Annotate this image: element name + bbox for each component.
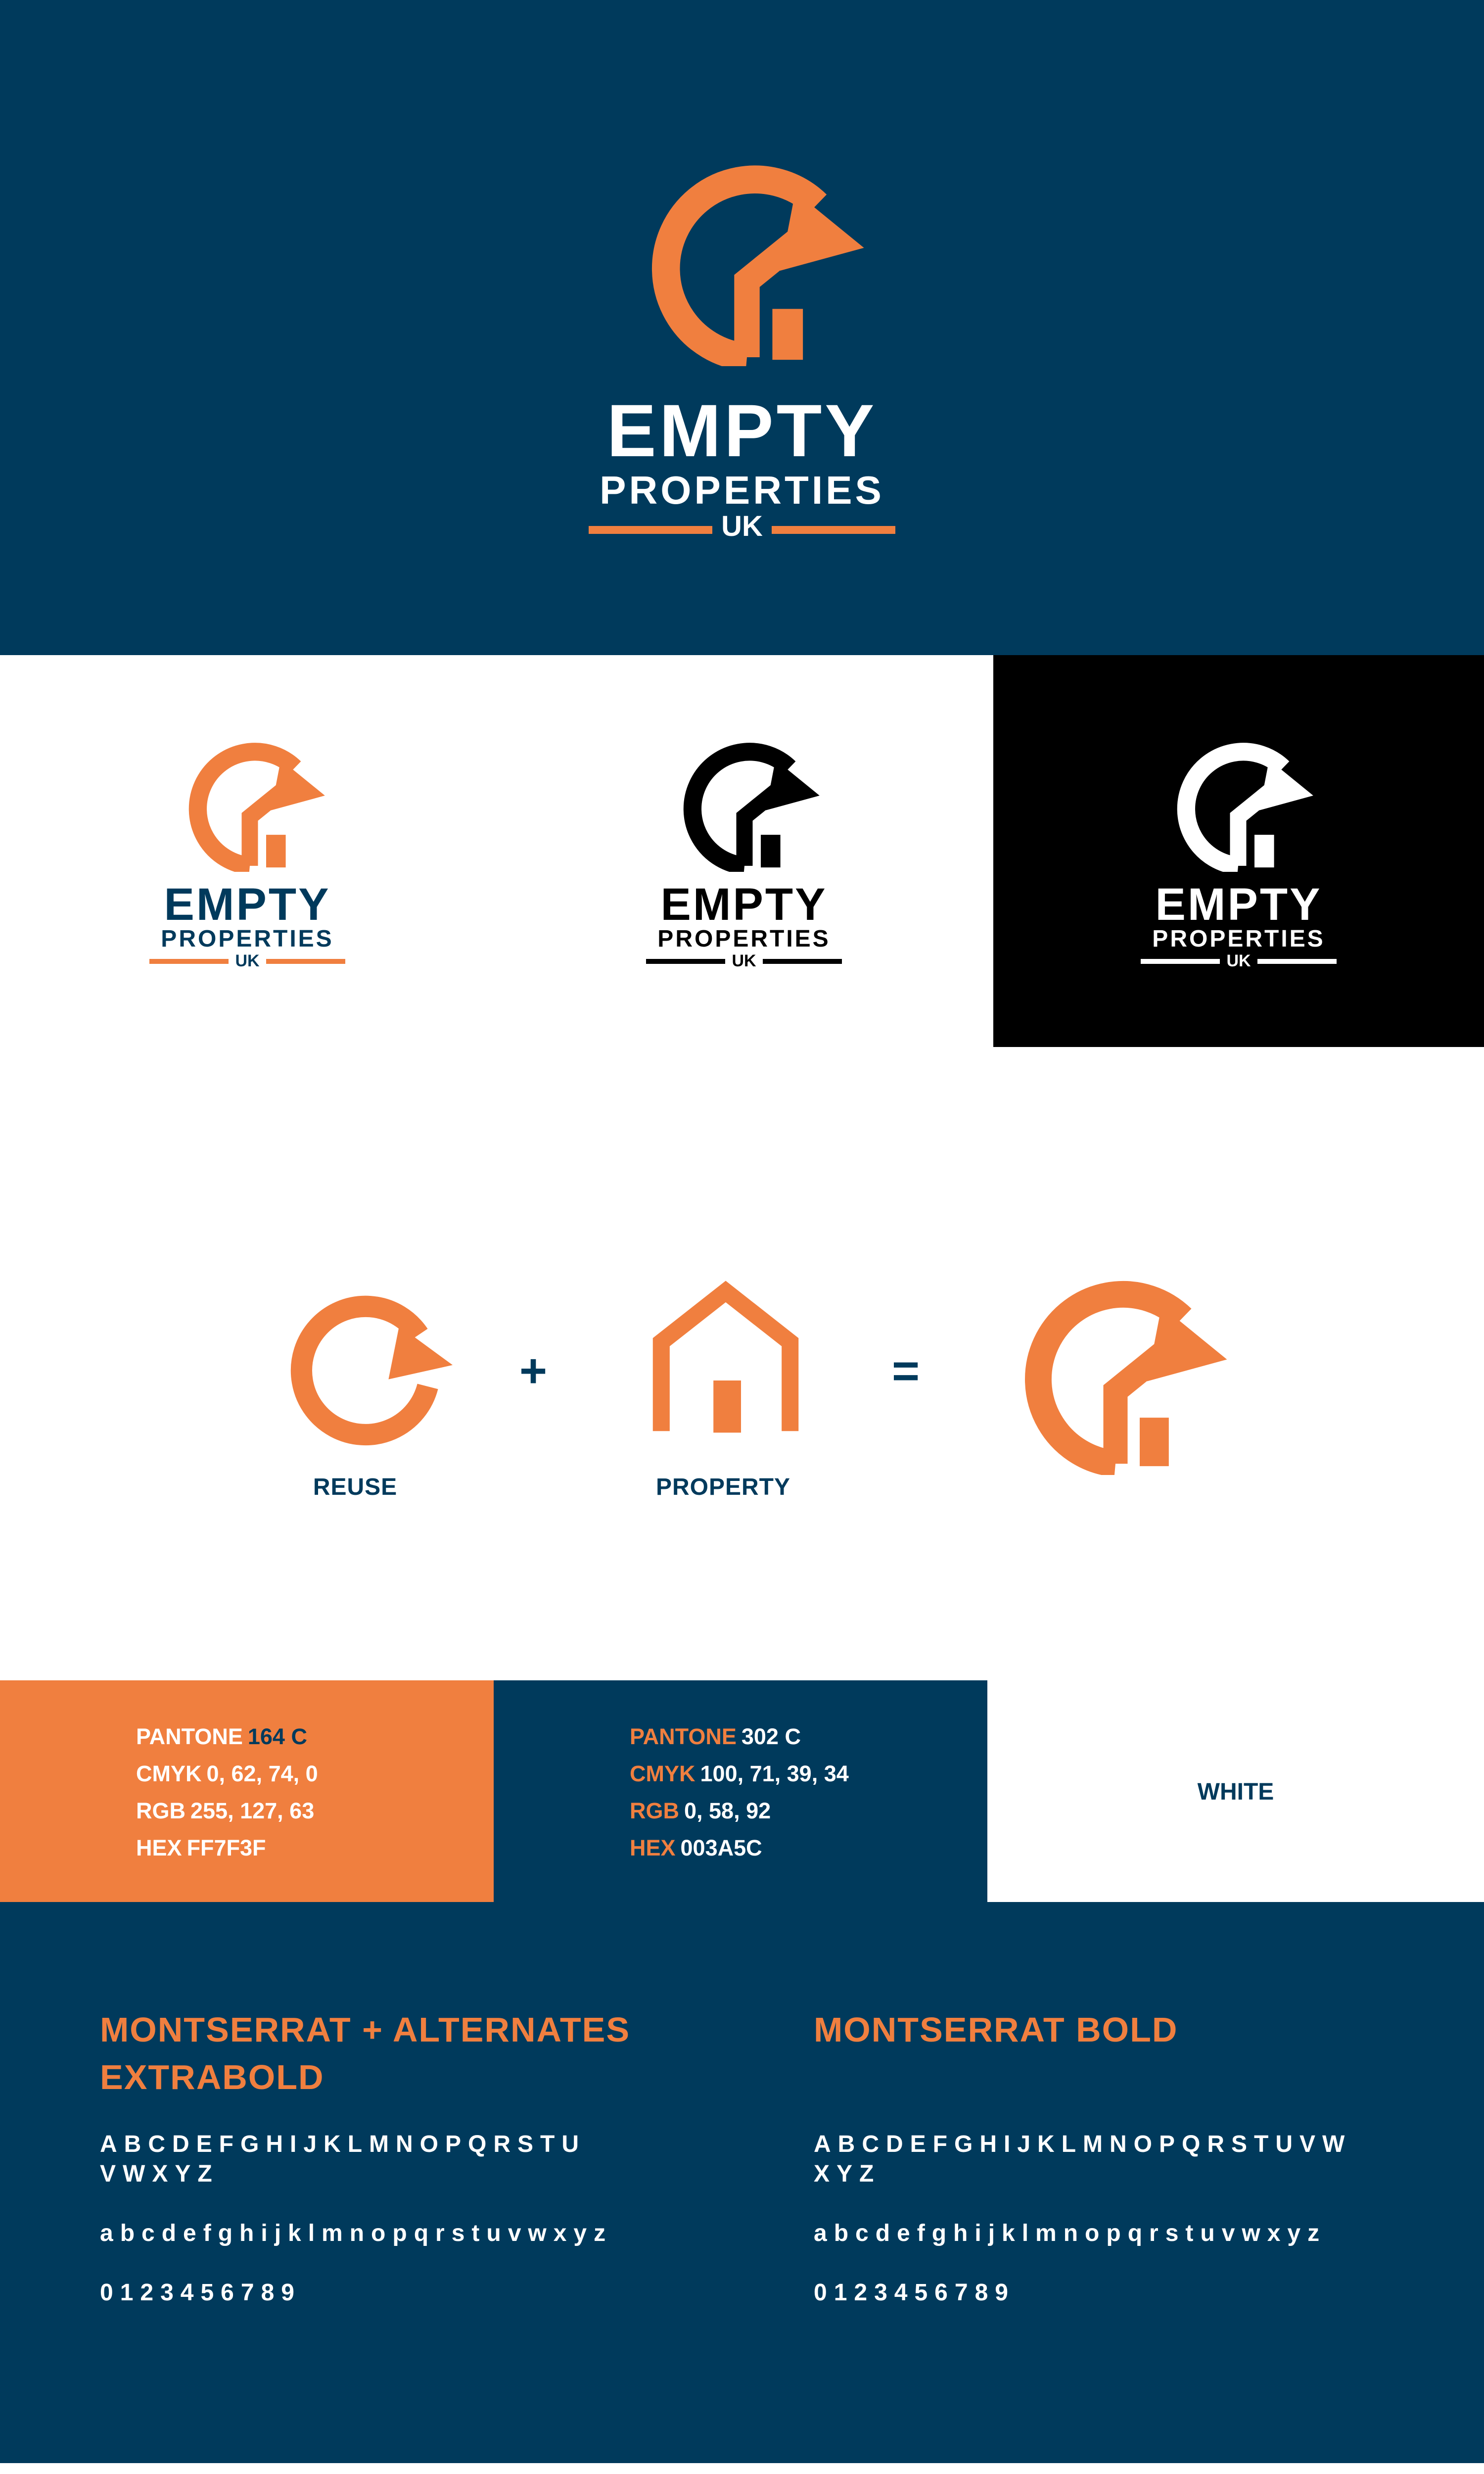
spec-value: 100, 71, 39, 34 [700, 1761, 849, 1786]
spec-key: PANTONE [630, 1724, 737, 1749]
spec-key: CMYK [630, 1761, 696, 1786]
spec-key: CMYK [136, 1761, 202, 1786]
secondary-uppercase-line2: XYZ [814, 2161, 881, 2187]
wordmark-rule-left [646, 959, 725, 964]
wordmark-rule-left [1141, 959, 1220, 964]
spec-row [136, 1829, 318, 1866]
primary-uppercase-line2: VWXYZ [100, 2161, 219, 2187]
logo-mark-icon [663, 728, 826, 872]
spec-row [630, 1718, 849, 1755]
white-label: WHITE [1197, 1779, 1274, 1805]
spec-value: 0, 58, 92 [684, 1798, 771, 1823]
spec-row [136, 1792, 318, 1829]
swatch-white [987, 1680, 1484, 1902]
reuse-icon [275, 1280, 453, 1458]
spec-value: 164 C [247, 1724, 307, 1749]
variant-wordmark [99, 879, 396, 971]
secondary-digits: 0123456789 [814, 2280, 1015, 2306]
spec-row [136, 1755, 318, 1792]
logo-variant-white [993, 655, 1484, 1047]
variant-wordmark [596, 879, 892, 971]
wordmark-uk: UK [1226, 952, 1251, 970]
secondary-lowercase: abcdefghijklmnopqrstuvwxyz [814, 2220, 1327, 2246]
spec-value: 302 C [741, 1724, 801, 1749]
wordmark-rule-right [763, 959, 842, 964]
spec-row [630, 1829, 849, 1866]
color-palette-section [0, 1680, 1484, 1902]
primary-uppercase-line1: ABCDEFGHIJKLMNOPQRSTU [100, 2131, 586, 2157]
swatch-orange [0, 1680, 494, 1902]
reuse-label: REUSE [313, 1474, 398, 1500]
wordmark-properties: PROPERTIES [657, 926, 831, 952]
spec-value: 255, 127, 63 [190, 1798, 315, 1823]
primary-uppercase [100, 2130, 586, 2189]
hero-section [0, 0, 1484, 655]
wordmark-uk: UK [732, 952, 756, 970]
wordmark-rule-right [266, 959, 345, 964]
orange-specs [136, 1718, 318, 1866]
spec-key: HEX [630, 1835, 676, 1860]
hero-wordmark [495, 389, 989, 546]
wordmark-properties: PROPERTIES [1152, 926, 1325, 952]
wordmark-uk-row [596, 951, 892, 971]
wordmark-properties: PROPERTIES [161, 926, 334, 952]
variant-wordmark [1090, 879, 1387, 971]
secondary-uppercase-line1: ABCDEFGHIJKLMNOPQRSTUVW [814, 2131, 1352, 2157]
property-label: PROPERTY [655, 1474, 791, 1500]
wordmark-uk-row [99, 951, 396, 971]
logo-variants-section [0, 655, 1484, 1047]
logo-mark-icon [618, 143, 876, 366]
logo-variant-color [0, 655, 495, 1047]
spec-key: PANTONE [136, 1724, 243, 1749]
primary-digits: 0123456789 [100, 2280, 301, 2306]
wordmark-uk-row [1090, 951, 1387, 971]
primary-font-title [100, 2006, 630, 2101]
wordmark-rule-right [772, 526, 895, 534]
spec-key: RGB [630, 1798, 679, 1823]
logo-mark-icon [1157, 728, 1320, 872]
spec-value: 0, 62, 74, 0 [206, 1761, 318, 1786]
spec-key: RGB [136, 1798, 186, 1823]
wordmark-empty: EMPTY [1155, 879, 1322, 930]
wordmark-rule-right [1257, 959, 1337, 964]
spec-value: FF7F3F [186, 1835, 266, 1860]
logo-mark-icon [168, 728, 331, 872]
house-icon [649, 1280, 802, 1435]
wordmark-uk-row [495, 512, 989, 546]
wordmark-empty: EMPTY [164, 879, 331, 930]
spec-row [630, 1792, 849, 1829]
sketches-section [0, 2463, 1484, 2474]
wordmark-rule-left [589, 526, 712, 534]
primary-lowercase: abcdefghijklmnopqrstuvwxyz [100, 2220, 613, 2246]
spec-value: 003A5C [680, 1835, 762, 1860]
spec-key: HEX [136, 1835, 182, 1860]
logo-mark-icon [994, 1257, 1237, 1475]
wordmark-uk: UK [235, 952, 260, 970]
typography-section [0, 1902, 1484, 2463]
wordmark-uk: UK [721, 510, 763, 542]
wordmark-empty: EMPTY [660, 879, 828, 930]
spec-row [136, 1718, 318, 1755]
logo-variant-black [495, 655, 993, 1047]
navy-specs [630, 1718, 849, 1866]
secondary-font-title: MONTSERRAT BOLD [814, 2010, 1178, 2049]
spec-row [630, 1755, 849, 1792]
wordmark-rule-left [149, 959, 229, 964]
equals-sign: = [892, 1344, 920, 1397]
concept-section [0, 1047, 1484, 1680]
primary-font-title-line1: MONTSERRAT + ALTERNATES [100, 2010, 631, 2049]
wordmark-properties: PROPERTIES [600, 468, 884, 512]
secondary-uppercase [814, 2130, 1351, 2189]
wordmark-empty: EMPTY [606, 389, 878, 472]
primary-font-title-line2: EXTRABOLD [100, 2058, 325, 2096]
swatch-navy [494, 1680, 987, 1902]
plus-sign: + [519, 1344, 548, 1397]
